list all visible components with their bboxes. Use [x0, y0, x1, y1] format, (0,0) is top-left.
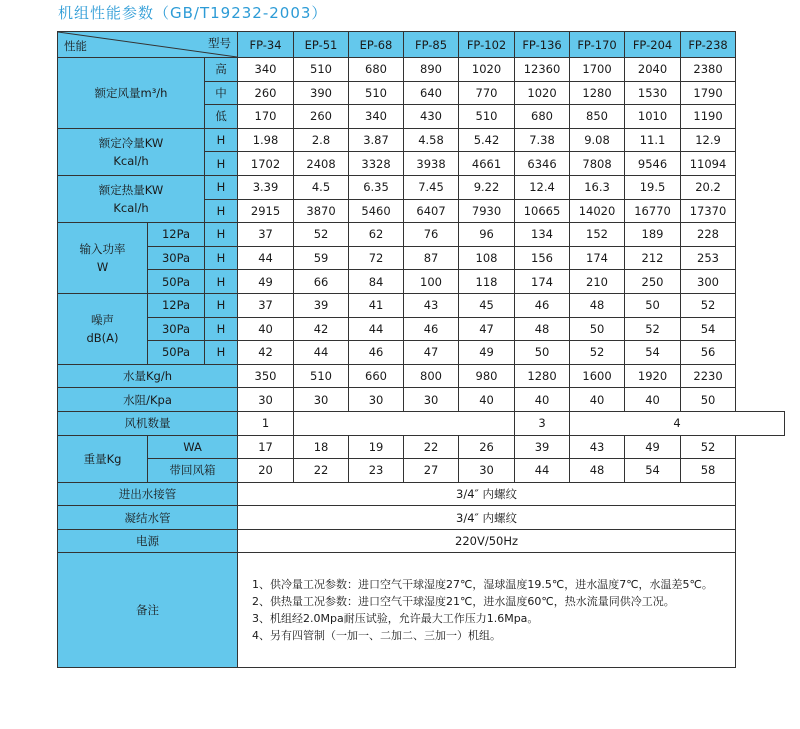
value-cell: 134 [515, 223, 570, 247]
value-cell: 52 [570, 341, 625, 365]
value-cell: 2230 [681, 364, 736, 388]
model-header: FP-85 [404, 32, 459, 58]
value-cell: 17 [238, 435, 294, 459]
value-cell: 16770 [625, 199, 681, 223]
value-cell: 189 [625, 223, 681, 247]
value-cell: 6.35 [349, 175, 404, 199]
value-cell: 72 [349, 246, 404, 270]
value-cell: 39 [515, 435, 570, 459]
value-cell: 253 [681, 246, 736, 270]
header-row [58, 32, 785, 58]
value-cell: 47 [404, 341, 459, 365]
level-cell: H [205, 341, 238, 365]
value-cell: 4661 [459, 152, 515, 176]
value-cell: 1790 [681, 81, 736, 105]
value-cell: 250 [625, 270, 681, 294]
value-cell: 5.42 [459, 128, 515, 152]
cooling-label [58, 128, 205, 175]
fan-count-label: 风机数量 [58, 411, 238, 435]
value-cell: 7.38 [515, 128, 570, 152]
value-cell: 43 [570, 435, 625, 459]
value-cell: 50 [681, 388, 736, 412]
value-cell: 9.08 [570, 128, 625, 152]
value-cell: 1010 [625, 105, 681, 129]
model-header: FP-136 [515, 32, 570, 58]
value-cell: 48 [515, 317, 570, 341]
value-cell: 62 [349, 223, 404, 247]
level-cell: H [205, 293, 238, 317]
value-cell: 980 [459, 364, 515, 388]
value-cell: 2040 [625, 58, 681, 82]
value-cell: 46 [349, 341, 404, 365]
header-diagonal-cell [58, 32, 238, 58]
pressure-cell: 30Pa [148, 317, 205, 341]
remark-line: 3、机组经2.0Mpa耐压试验，允许最大工作压力1.6Mpa。 [252, 612, 539, 626]
value-cell: 2915 [238, 199, 294, 223]
value-cell: 118 [459, 270, 515, 294]
value-cell: 4 [570, 411, 785, 435]
inlet-pipe-label: 进出水接管 [58, 482, 238, 506]
value-cell: 260 [238, 81, 294, 105]
value-cell: 49 [459, 341, 515, 365]
value-cell: 20.2 [681, 175, 736, 199]
table-row [58, 459, 785, 483]
level-cell: H [205, 128, 238, 152]
value-cell: 9546 [625, 152, 681, 176]
value-cell: 52 [681, 435, 736, 459]
level-cell: H [205, 246, 238, 270]
value-cell: 660 [349, 364, 404, 388]
value-cell: 19 [349, 435, 404, 459]
remark-line: 4、另有四管制（一加一、二加二、三加一）机组。 [252, 629, 502, 643]
value-cell: 3.39 [238, 175, 294, 199]
noise-label [58, 293, 148, 364]
heating-label-kw: 额定热量KW [98, 183, 164, 198]
value-cell: 56 [681, 341, 736, 365]
value-cell: 4.58 [404, 128, 459, 152]
weight-type-cell: 带回风箱 [148, 459, 238, 483]
value-cell: 1280 [570, 81, 625, 105]
water-resistance-label: 水阻/Kpa [58, 388, 238, 412]
value-cell: 41 [349, 293, 404, 317]
value-cell: 49 [238, 270, 294, 294]
level-cell: 高 [205, 58, 238, 82]
model-header: FP-238 [681, 32, 736, 58]
value-cell: 510 [349, 81, 404, 105]
value-cell: 300 [681, 270, 736, 294]
value-cell: 4.5 [294, 175, 349, 199]
value-cell: 340 [238, 58, 294, 82]
model-header: FP-34 [238, 32, 294, 58]
table-row [58, 246, 785, 270]
remarks-label: 备注 [58, 553, 238, 668]
pressure-cell: 50Pa [148, 270, 205, 294]
value-cell: 100 [404, 270, 459, 294]
value-cell: 50 [570, 317, 625, 341]
value-cell: 43 [404, 293, 459, 317]
value-cell: 48 [570, 293, 625, 317]
value-cell: 108 [459, 246, 515, 270]
value-cell: 1190 [681, 105, 736, 129]
value-cell: 7.45 [404, 175, 459, 199]
value-cell: 14020 [570, 199, 625, 223]
value-cell: 1600 [570, 364, 625, 388]
value-cell: 44 [294, 341, 349, 365]
level-cell: 低 [205, 105, 238, 129]
noise-label-main: 噪声 [91, 312, 114, 327]
value-cell: 1920 [625, 364, 681, 388]
value-cell-blank [294, 411, 515, 435]
value-cell: 47 [459, 317, 515, 341]
value-cell: 42 [238, 341, 294, 365]
value-cell: 84 [349, 270, 404, 294]
heating-label-kcal: Kcal/h [113, 201, 149, 216]
power-label [58, 223, 148, 294]
table-row [58, 270, 785, 294]
condensate-pipe-value: 3/4″ 内螺纹 [238, 506, 736, 530]
value-cell: 58 [681, 459, 736, 483]
level-cell: H [205, 223, 238, 247]
value-cell: 2.8 [294, 128, 349, 152]
value-cell: 1.98 [238, 128, 294, 152]
table-row [58, 175, 785, 199]
value-cell: 1280 [515, 364, 570, 388]
value-cell: 800 [404, 364, 459, 388]
value-cell: 52 [681, 293, 736, 317]
pressure-cell: 50Pa [148, 341, 205, 365]
value-cell: 23 [349, 459, 404, 483]
value-cell: 54 [625, 459, 681, 483]
value-cell: 30 [404, 388, 459, 412]
table-row [58, 223, 785, 247]
level-cell: H [205, 317, 238, 341]
remarks-content [238, 553, 736, 668]
cooling-label-kcal: Kcal/h [113, 153, 149, 168]
value-cell: 18 [294, 435, 349, 459]
weight-label: 重量Kg [58, 435, 148, 482]
water-flow-label: 水量Kg/h [58, 364, 238, 388]
level-cell: H [205, 270, 238, 294]
value-cell: 40 [515, 388, 570, 412]
value-cell: 26 [459, 435, 515, 459]
value-cell: 2380 [681, 58, 736, 82]
level-cell: 中 [205, 81, 238, 105]
value-cell: 510 [294, 364, 349, 388]
value-cell: 46 [404, 317, 459, 341]
value-cell: 1702 [238, 152, 294, 176]
value-cell: 50 [515, 341, 570, 365]
inlet-pipe-value: 3/4″ 内螺纹 [238, 482, 736, 506]
table-row [58, 482, 785, 506]
value-cell: 170 [238, 105, 294, 129]
cooling-label-kw: 额定冷量KW [98, 135, 164, 150]
value-cell: 59 [294, 246, 349, 270]
value-cell: 40 [625, 388, 681, 412]
value-cell: 12.9 [681, 128, 736, 152]
value-cell: 46 [515, 293, 570, 317]
value-cell: 12.4 [515, 175, 570, 199]
table-row [58, 506, 785, 530]
value-cell: 39 [294, 293, 349, 317]
value-cell: 212 [625, 246, 681, 270]
table-row [58, 553, 785, 668]
spec-table [57, 31, 785, 668]
value-cell: 430 [404, 105, 459, 129]
value-cell: 45 [459, 293, 515, 317]
value-cell: 37 [238, 223, 294, 247]
value-cell: 9.22 [459, 175, 515, 199]
value-cell: 30 [238, 388, 294, 412]
level-cell: H [205, 152, 238, 176]
value-cell: 40 [238, 317, 294, 341]
value-cell: 30 [459, 459, 515, 483]
model-header: FP-102 [459, 32, 515, 58]
value-cell: 54 [625, 341, 681, 365]
table-row [58, 364, 785, 388]
header-model-label: 型号 [208, 36, 232, 50]
value-cell: 96 [459, 223, 515, 247]
level-cell: H [205, 175, 238, 199]
value-cell: 7808 [570, 152, 625, 176]
value-cell: 6407 [404, 199, 459, 223]
value-cell: 3938 [404, 152, 459, 176]
power-supply-label: 电源 [58, 529, 238, 553]
table-row [58, 293, 785, 317]
heating-label [58, 175, 205, 222]
table-row [58, 317, 785, 341]
condensate-pipe-label: 凝结水管 [58, 506, 238, 530]
value-cell: 1 [238, 411, 294, 435]
value-cell: 5460 [349, 199, 404, 223]
value-cell: 174 [515, 270, 570, 294]
value-cell: 44 [349, 317, 404, 341]
airflow-label: 额定风量m³/h [58, 58, 205, 129]
value-cell: 16.3 [570, 175, 625, 199]
value-cell: 1020 [459, 58, 515, 82]
power-label-unit: W [96, 260, 109, 275]
value-cell: 350 [238, 364, 294, 388]
value-cell: 17370 [681, 199, 736, 223]
value-cell: 76 [404, 223, 459, 247]
header-performance-label: 性能 [64, 39, 87, 53]
value-cell: 10665 [515, 199, 570, 223]
value-cell: 22 [294, 459, 349, 483]
value-cell: 770 [459, 81, 515, 105]
value-cell: 48 [570, 459, 625, 483]
value-cell: 50 [625, 293, 681, 317]
value-cell: 3.87 [349, 128, 404, 152]
table-row [58, 435, 785, 459]
table-row [58, 529, 785, 553]
value-cell: 390 [294, 81, 349, 105]
table-row [58, 411, 785, 435]
value-cell: 30 [349, 388, 404, 412]
remark-line: 2、供热量工况参数：进口空气干球湿度21℃，进水温度60℃，热水流量同供冷工况。 [252, 595, 675, 609]
value-cell: 11094 [681, 152, 736, 176]
value-cell: 40 [459, 388, 515, 412]
value-cell: 260 [294, 105, 349, 129]
table-row [58, 128, 785, 152]
value-cell: 152 [570, 223, 625, 247]
power-label-main: 输入功率 [79, 242, 126, 257]
model-header: EP-51 [294, 32, 349, 58]
value-cell: 42 [294, 317, 349, 341]
model-header: EP-68 [349, 32, 404, 58]
value-cell: 52 [294, 223, 349, 247]
noise-label-unit: dB(A) [86, 330, 119, 345]
value-cell: 7930 [459, 199, 515, 223]
value-cell: 3328 [349, 152, 404, 176]
table-row [58, 58, 785, 82]
pressure-cell: 12Pa [148, 293, 205, 317]
value-cell: 49 [625, 435, 681, 459]
remark-line: 1、供冷量工况参数：进口空气干球湿度27℃，湿球温度19.5℃，进水温度7℃，水温差5℃。 [252, 578, 713, 592]
value-cell: 27 [404, 459, 459, 483]
value-cell: 30 [294, 388, 349, 412]
value-cell: 680 [515, 105, 570, 129]
value-cell: 11.1 [625, 128, 681, 152]
table-row [58, 388, 785, 412]
value-cell: 228 [681, 223, 736, 247]
value-cell: 3 [515, 411, 570, 435]
weight-type-cell: WA [148, 435, 238, 459]
value-cell: 1020 [515, 81, 570, 105]
value-cell: 890 [404, 58, 459, 82]
value-cell: 12360 [515, 58, 570, 82]
value-cell: 680 [349, 58, 404, 82]
value-cell: 22 [404, 435, 459, 459]
value-cell: 52 [625, 317, 681, 341]
value-cell: 20 [238, 459, 294, 483]
table-row [58, 341, 785, 365]
value-cell: 3870 [294, 199, 349, 223]
pressure-cell: 12Pa [148, 223, 205, 247]
value-cell: 44 [238, 246, 294, 270]
value-cell: 174 [570, 246, 625, 270]
pressure-cell: 30Pa [148, 246, 205, 270]
value-cell: 87 [404, 246, 459, 270]
value-cell: 210 [570, 270, 625, 294]
value-cell: 510 [459, 105, 515, 129]
value-cell: 510 [294, 58, 349, 82]
value-cell: 640 [404, 81, 459, 105]
value-cell: 54 [681, 317, 736, 341]
model-header: FP-204 [625, 32, 681, 58]
value-cell: 44 [515, 459, 570, 483]
value-cell: 19.5 [625, 175, 681, 199]
value-cell: 66 [294, 270, 349, 294]
value-cell: 2408 [294, 152, 349, 176]
power-supply-value: 220V/50Hz [238, 529, 736, 553]
level-cell: H [205, 199, 238, 223]
value-cell: 156 [515, 246, 570, 270]
value-cell: 850 [570, 105, 625, 129]
value-cell: 1700 [570, 58, 625, 82]
value-cell: 340 [349, 105, 404, 129]
value-cell: 40 [570, 388, 625, 412]
page-title: 机组性能参数（GB/T19232-2003） [58, 4, 328, 22]
value-cell: 1530 [625, 81, 681, 105]
value-cell: 37 [238, 293, 294, 317]
value-cell: 6346 [515, 152, 570, 176]
model-header: FP-170 [570, 32, 625, 58]
